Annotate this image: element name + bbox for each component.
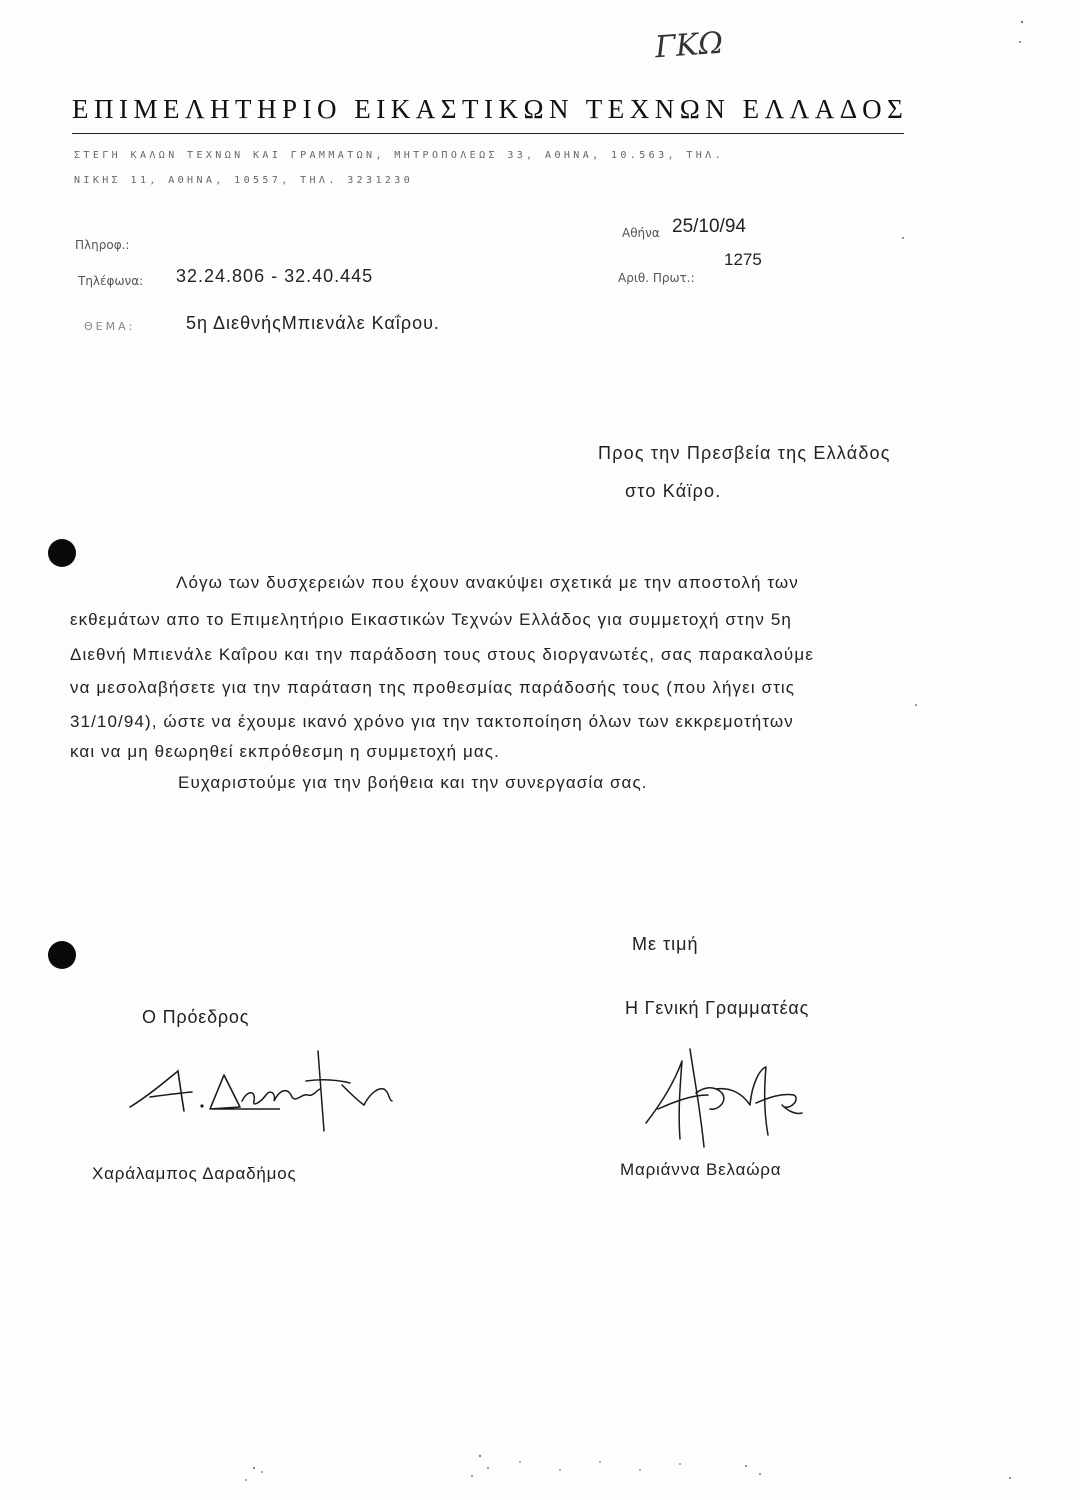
secretary-name: Μαριάννα Βελαώρα <box>620 1160 782 1179</box>
body-line: και να μη θεωρηθεί εκπρόθεσμη η συμμετοχή μας. <box>70 742 500 761</box>
date-value: 25/10/94 <box>672 216 746 237</box>
phone-label: Τηλέφωνα: <box>78 274 144 288</box>
protocol-number: 1275 <box>724 250 762 269</box>
recipient-line-1: Προς την Πρεσβεία της Ελλάδος <box>598 443 891 463</box>
letterhead-address-line-2: ΝΙΚΗΣ 11, ΑΘΗΝΑ, 10557, ΤΗΛ. 3231230 <box>74 175 414 186</box>
info-label: Πληροφ.: <box>75 238 130 252</box>
subject-label: ΘΕΜΑ: <box>84 320 136 333</box>
body-line: να μεσολαβήσετε για την παράταση της προθεσμίας παράδοσής τους (που λήγει στις <box>70 678 796 697</box>
president-name: Χαράλαμπος Δαραδήμος <box>92 1164 297 1183</box>
letterhead-organization: ΕΠΙΜΕΛΗΤΗΡΙΟ ΕΙΚΑΣΤΙΚΩΝ ΤΕΧΝΩΝ ΕΛΛΑΔΟΣ <box>72 94 909 124</box>
body-line: εκθεμάτων απο το Επιμελητήριο Εικαστικών Τεχνών Ελλάδος για συμμετοχή στην 5η <box>70 610 792 629</box>
closing-phrase: Με τιμή <box>632 934 699 954</box>
date-label: Αθήνα <box>622 226 660 240</box>
body-line: 31/10/94), ώστε να έχουμε ικανό χρόνο για την τακτοποίηση όλων των εκκρεμοτήτων <box>70 712 794 731</box>
subject-value: 5η ΔιεθνήςΜπιενάλε Καΐρου. <box>186 313 440 333</box>
recipient-line-2: στο Κάϊρο. <box>625 481 722 501</box>
president-title: Ο Πρόεδρος <box>142 1007 250 1027</box>
protocol-label: Αριθ. Πρωτ.: <box>618 271 695 285</box>
body-line: Ευχαριστούμε για την βοήθεια και την συνεργασία σας. <box>178 773 648 792</box>
handwritten-note: ΓΚΩ <box>653 25 725 66</box>
secretary-title: Η Γενική Γραμματέας <box>625 998 810 1018</box>
body-line: Λόγω των δυσχερειών που έχουν ανακύψει σχετικά με την αποστολή των <box>176 573 799 592</box>
body-line: Διεθνή Μπιενάλε Καΐρου και την παράδοση τους στους διοργανωτές, σας παρακαλούμε <box>70 645 814 664</box>
phone-value: 32.24.806 - 32.40.445 <box>176 266 374 286</box>
letterhead-address-line-1: ΣΤΕΓΗ ΚΑΛΩΝ ΤΕΧΝΩΝ ΚΑΙ ΓΡΑΜΜΑΤΩΝ, ΜΗΤΡΟΠΟΛΕΩΣ 33, ΑΘΗΝΑ, 10.563, ΤΗΛ. <box>74 150 725 161</box>
